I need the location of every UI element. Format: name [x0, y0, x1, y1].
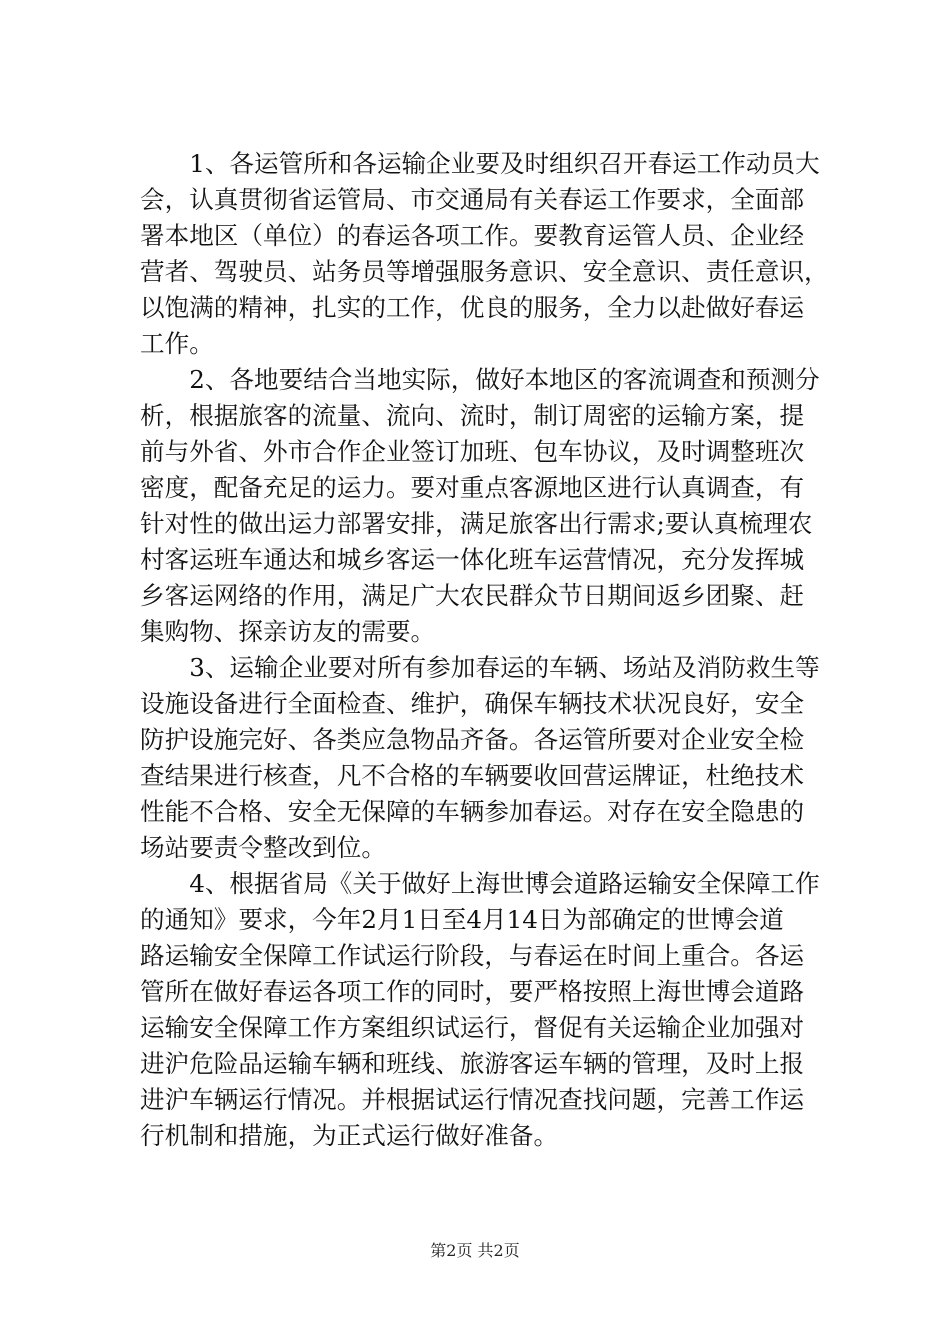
text-line: 2、各地要结合当地实际，做好本地区的客流调查和预测分 — [140, 365, 820, 394]
text-line: 运输安全保障工作方案组织试运行，督促有关运输企业加强对 — [140, 1013, 805, 1042]
text-line: 性能不合格、安全无保障的车辆参加春运。对存在安全隐患的 — [140, 797, 805, 826]
text-line: 营者、驾驶员、站务员等增强服务意识、安全意识、责任意识， — [140, 257, 829, 286]
text-line: 密度，配备充足的运力。要对重点客源地区进行认真调查，有 — [140, 473, 805, 502]
text-line: 署本地区（单位）的春运各项工作。要教育运管人员、企业经 — [140, 221, 805, 250]
page-footer — [0, 1240, 950, 1262]
text-line: 3、运输企业要对所有参加春运的车辆、场站及消防救生等 — [140, 653, 820, 682]
text-line: 1、各运管所和各运输企业要及时组织召开春运工作动员大 — [140, 149, 820, 178]
text-line: 行机制和措施，为正式运行做好准备。 — [140, 1121, 559, 1150]
text-line: 针对性的做出运力部署安排，满足旅客出行需求;要认真梳理农 — [140, 509, 813, 538]
text-line: 管所在做好春运各项工作的同时，要严格按照上海世博会道路 — [140, 977, 805, 1006]
body-text — [140, 146, 840, 1154]
text-line: 进沪危险品运输车辆和班线、旅游客运车辆的管理，及时上报 — [140, 1049, 805, 1078]
text-line: 防护设施完好、各类应急物品齐备。各运管所要对企业安全检 — [140, 725, 805, 754]
text-line: 进沪车辆运行情况。并根据试运行情况查找问题，完善工作运 — [140, 1085, 805, 1114]
text-line: 村客运班车通达和城乡客运一体化班车运营情况，充分发挥城 — [140, 545, 805, 574]
text-line: 场站要责令整改到位。 — [140, 833, 386, 862]
text-line: 以饱满的精神，扎实的工作，优良的服务，全力以赴做好春运 — [140, 293, 805, 322]
text-line: 路运输安全保障工作试运行阶段，与春运在时间上重合。各运 — [140, 941, 805, 970]
text-line: 析，根据旅客的流量、流向、流时，制订周密的运输方案，提 — [140, 401, 805, 430]
text-line: 乡客运网络的作用，满足广大农民群众节日期间返乡团聚、赶 — [140, 581, 805, 610]
text-line: 前与外省、外市合作企业签订加班、包车协议，及时调整班次 — [140, 437, 805, 466]
text-line: 设施设备进行全面检查、维护，确保车辆技术状况良好，安全 — [140, 689, 805, 718]
text-line: 查结果进行核查，凡不合格的车辆要收回营运牌证，杜绝技术 — [140, 761, 805, 790]
text-line: 集购物、探亲访友的需要。 — [140, 617, 436, 646]
text-line: 工作。 — [140, 329, 214, 358]
page-number-label: 第2页 共2页 — [430, 1241, 520, 1260]
text-line: 会，认真贯彻省运管局、市交通局有关春运工作要求，全面部 — [140, 185, 805, 214]
text-line: 4、根据省局《关于做好上海世博会道路运输安全保障工作 — [140, 869, 820, 898]
text-line: 的通知》要求，今年2月1日至4月14日为部确定的世博会道 — [140, 905, 784, 934]
